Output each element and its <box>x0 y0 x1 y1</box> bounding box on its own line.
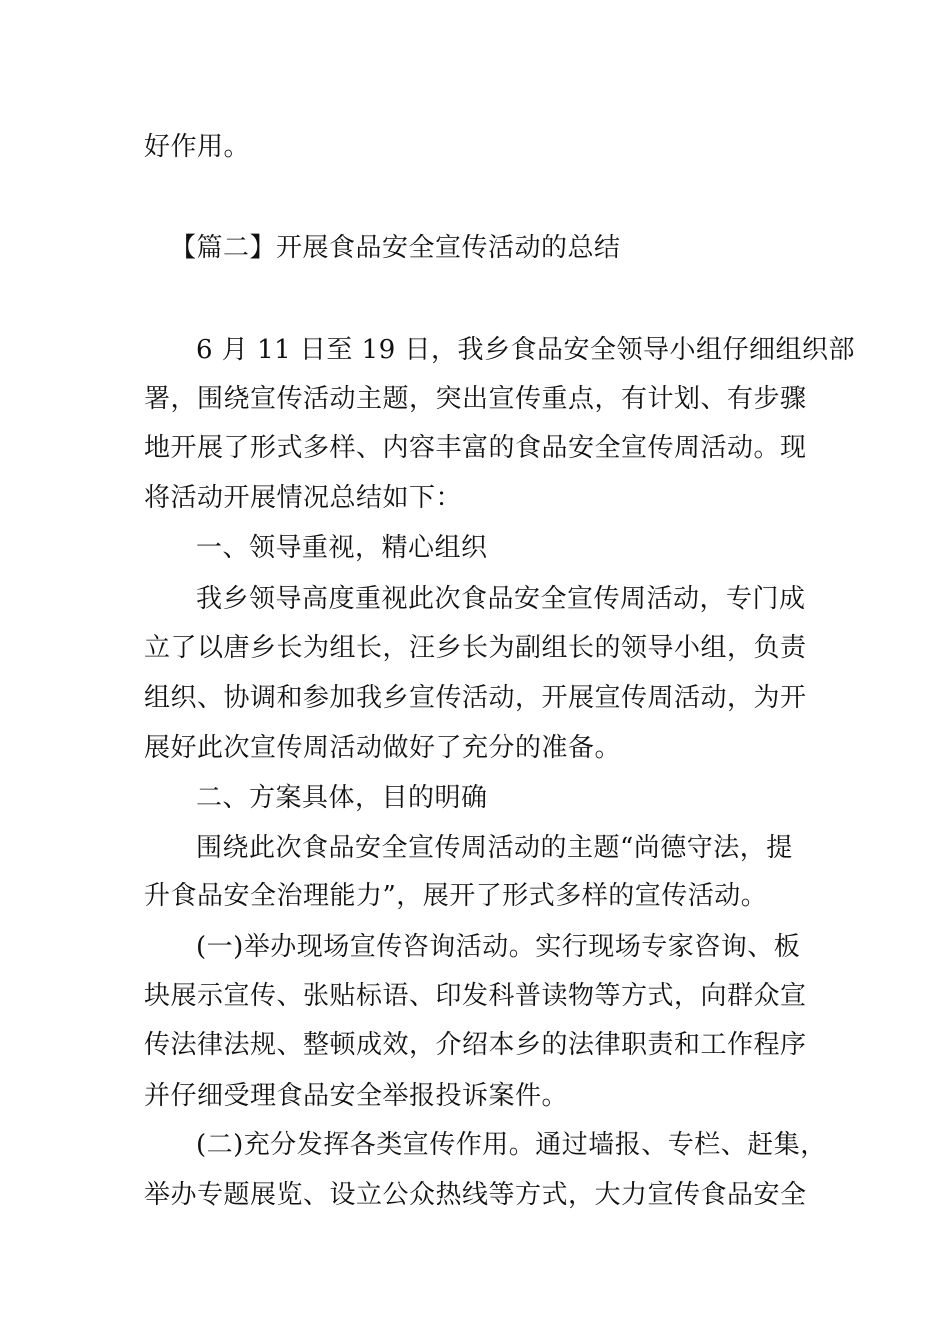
text-line: 立了以唐乡长为组长，汪乡长为副组长的领导小组，负责 <box>144 633 807 663</box>
text-line: (二)充分发挥各类宣传作用。通过墙报、专栏、赶集， <box>196 1130 827 1160</box>
text-line: 并仔细受理食品安全举报投诉案件。 <box>144 1081 569 1111</box>
text-line: 升食品安全治理能力”，展开了形式多样的宣传活动。 <box>144 881 768 911</box>
text-line: 署，围绕宣传活动主题，突出宣传重点，有计划、有步骤 <box>144 384 807 414</box>
text-line: 展好此次宣传周活动做好了充分的准备。 <box>144 733 622 763</box>
text-line: 我乡领导高度重视此次食品安全宣传周活动，专门成 <box>196 584 806 614</box>
text-line: 传法律法规、整顿成效，介绍本乡的法律职责和工作程序 <box>144 1030 807 1060</box>
text-line: 围绕此次食品安全宣传周活动的主题“尚德守法，提 <box>196 833 793 863</box>
text-line: 举办专题展览、设立公众热线等方式，大力宣传食品安全 <box>144 1180 807 1210</box>
text-line: 组织、协调和参加我乡宣传活动，开展宣传周活动，为开 <box>144 683 807 713</box>
subheading: 一、领导重视，精心组织 <box>196 533 488 563</box>
text-line: (一)举办现场宣传咨询活动。实行现场专家咨询、板 <box>196 932 801 962</box>
section-heading: 【篇二】开展食品安全宣传活动的总结 <box>170 233 621 263</box>
text-line: 将活动开展情况总结如下： <box>144 483 463 513</box>
text-line: 地开展了形式多样、内容丰富的食品安全宣传周活动。现 <box>144 433 807 463</box>
paragraph-fragment: 好作用。 <box>144 132 251 162</box>
subheading: 二、方案具体，目的明确 <box>196 783 488 813</box>
text-line: 6 月 11 日至 19 日，我乡食品安全领导小组仔细组织部 <box>196 335 856 365</box>
text-line: 块展示宣传、张贴标语、印发科普读物等方式，向群众宣 <box>144 981 807 1011</box>
